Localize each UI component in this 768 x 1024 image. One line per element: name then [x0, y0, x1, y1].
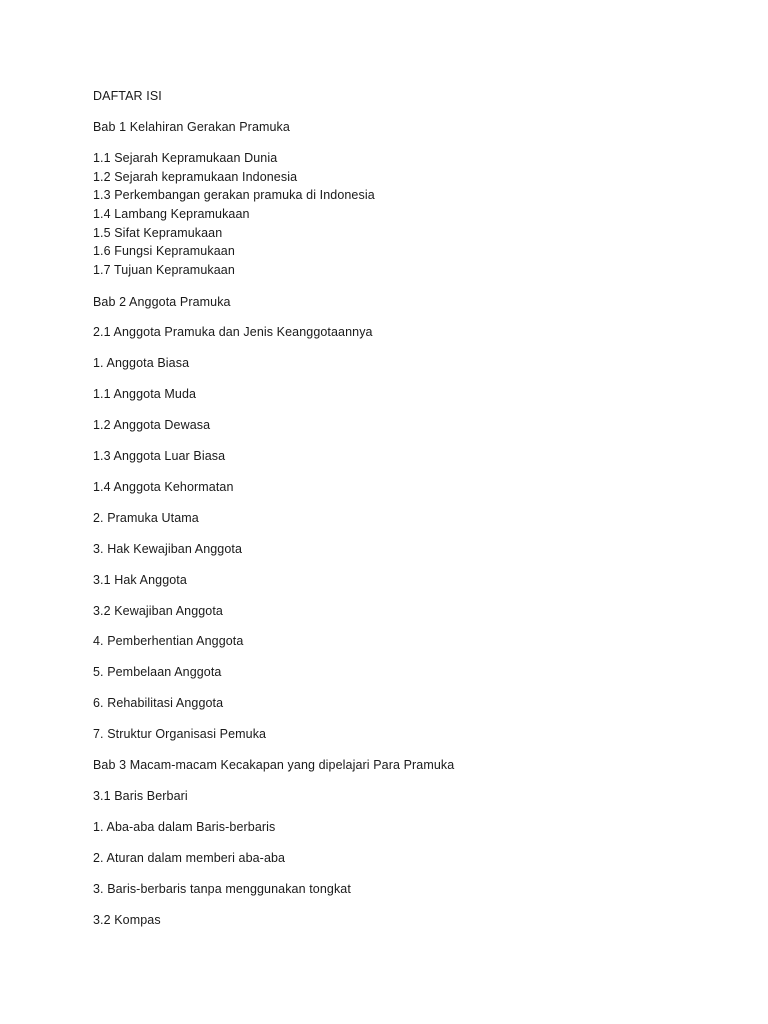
toc-entry: 1.2 Sejarah kepramukaan Indonesia	[93, 170, 298, 184]
toc-entry: 1. Aba-aba dalam Baris-berbaris	[93, 820, 276, 834]
toc-entry: 6. Rehabilitasi Anggota	[93, 696, 224, 710]
toc-entry: 2. Pramuka Utama	[93, 511, 199, 525]
toc-entry: 2.1 Anggota Pramuka dan Jenis Keanggotaannya	[93, 325, 373, 339]
toc-entry: 1.1 Sejarah Kepramukaan Dunia	[93, 151, 278, 165]
toc-entry: 1.7 Tujuan Kepramukaan	[93, 263, 235, 277]
toc-entry: 2. Aturan dalam memberi aba-aba	[93, 851, 286, 865]
toc-entry: 1.2 Anggota Dewasa	[93, 418, 211, 432]
toc-entry: 3.1 Baris Berbari	[93, 789, 188, 803]
toc-entry: 1.5 Sifat Kepramukaan	[93, 226, 223, 240]
toc-entry: 1. Anggota Biasa	[93, 356, 190, 370]
toc-entry: 1.1 Anggota Muda	[93, 387, 197, 401]
toc-entry: 1.4 Lambang Kepramukaan	[93, 207, 250, 221]
chapter-heading-3: Bab 3 Macam-macam Kecakapan yang dipelajari Para Pramuka	[93, 758, 455, 772]
toc-entry: 7. Struktur Organisasi Pemuka	[93, 727, 267, 741]
toc-entry: 1.3 Perkembangan gerakan pramuka di Indonesia	[93, 188, 375, 202]
toc-entry: 3.2 Kewajiban Anggota	[93, 604, 223, 618]
toc-entry: 3.1 Hak Anggota	[93, 573, 187, 587]
toc-entry: 3. Baris-berbaris tanpa menggunakan tongkat	[93, 882, 351, 896]
toc-entry: 3.2 Kompas	[93, 913, 161, 927]
toc-entry: 4. Pemberhentian Anggota	[93, 634, 244, 648]
toc-entry: 1.3 Anggota Luar Biasa	[93, 449, 226, 463]
chapter-heading-1: Bab 1 Kelahiran Gerakan Pramuka	[93, 120, 290, 134]
toc-entry: 3. Hak Kewajiban Anggota	[93, 542, 243, 556]
document-title: DAFTAR ISI	[93, 89, 162, 103]
toc-entry: 5. Pembelaan Anggota	[93, 665, 222, 679]
toc-entry: 1.6 Fungsi Kepramukaan	[93, 244, 235, 258]
chapter-heading-2: Bab 2 Anggota Pramuka	[93, 295, 231, 309]
toc-entry: 1.4 Anggota Kehormatan	[93, 480, 234, 494]
